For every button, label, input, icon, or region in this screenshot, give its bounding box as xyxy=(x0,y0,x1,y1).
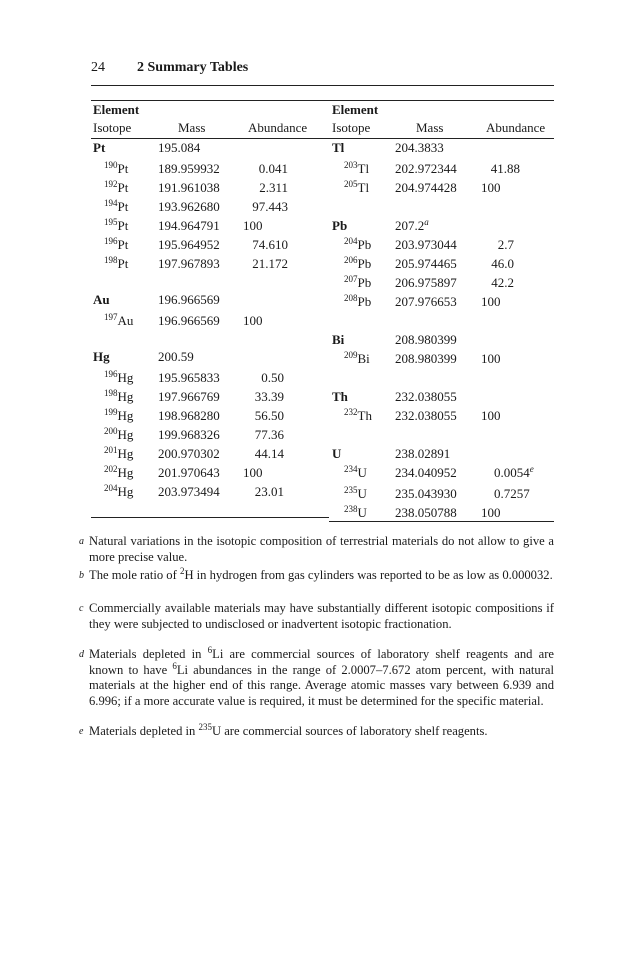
isotope-mass: 197.966769 xyxy=(158,389,220,404)
isotope-abundance: 41.88 xyxy=(490,161,520,176)
isotope-label: $^{235}$U xyxy=(344,485,367,501)
element-symbol: Pb xyxy=(332,218,348,233)
col-abundance-right: Abundance xyxy=(486,120,546,135)
isotope-mass: 199.968326 xyxy=(158,427,220,442)
isotope-label: $^{206}$Pb xyxy=(344,255,372,271)
isotope-abundance: 100 xyxy=(481,505,501,520)
isotope-mass: 207.976653 xyxy=(395,294,457,309)
isotope-label: $^{198}$Pt xyxy=(104,255,129,271)
isotope-abundance: 0.041 xyxy=(258,161,288,176)
isotope-mass: 200.970302 xyxy=(158,446,220,461)
page-number: 24 xyxy=(91,60,105,75)
isotope-abundance: 100 xyxy=(481,351,501,366)
isotope-abundance: 33.39 xyxy=(254,389,284,404)
isotope-abundance: 42.2 xyxy=(491,275,514,290)
isotope-label: $^{200}$Hg xyxy=(104,426,134,442)
chapter-title: 2 Summary Tables xyxy=(137,60,249,75)
isotope-abundance: 100 xyxy=(243,218,263,233)
col-isotope-right: Isotope xyxy=(332,120,371,135)
element-mass: 195.084 xyxy=(158,140,201,155)
isotope-abundance: 100 xyxy=(481,408,501,423)
isotope-mass: 195.965833 xyxy=(158,370,220,385)
isotope-mass: 206.975897 xyxy=(395,275,457,290)
isotope-mass: 197.967893 xyxy=(158,256,220,271)
isotope-mass: 196.966569 xyxy=(158,313,220,328)
isotope-mass: 195.964952 xyxy=(158,237,220,252)
isotope-mass: 201.970643 xyxy=(158,465,220,480)
isotope-mass: 203.973044 xyxy=(395,237,457,252)
element-mass: 207.2$^a$ xyxy=(395,217,429,233)
isotope-label: $^{199}$Hg xyxy=(104,407,134,423)
element-mass: 238.02891 xyxy=(395,446,451,461)
isotope-mass: 193.962680 xyxy=(158,199,220,214)
header-rule xyxy=(91,85,554,86)
isotope-abundance: 100 xyxy=(243,313,263,328)
isotope-abundance: 0.50 xyxy=(261,370,284,385)
isotope-label: $^{232}$Th xyxy=(344,407,372,423)
table-bottom-rule-left xyxy=(91,517,329,518)
isotope-abundance: 77.36 xyxy=(254,427,284,442)
isotope-abundance: 100 xyxy=(481,294,501,309)
isotope-abundance: 23.01 xyxy=(254,484,284,499)
element-symbol: Tl xyxy=(332,140,345,155)
isotope-mass: 202.972344 xyxy=(395,161,457,176)
isotope-abundance: 100 xyxy=(243,465,263,480)
isotope-label: $^{208}$Pb xyxy=(344,293,372,309)
col-element-right: Element xyxy=(332,102,379,117)
isotope-abundance: 2.311 xyxy=(259,180,288,195)
isotope-label: $^{238}$U xyxy=(344,504,367,520)
element-symbol: Au xyxy=(93,292,110,307)
isotope-label: $^{209}$Bi xyxy=(344,350,370,366)
isotope-label: $^{198}$Hg xyxy=(104,388,134,404)
element-mass: 208.980399 xyxy=(395,332,457,347)
col-mass-right: Mass xyxy=(416,120,444,135)
isotope-abundance: 100 xyxy=(481,180,501,195)
isotope-label: $^{196}$Hg xyxy=(104,369,134,385)
isotope-label: $^{195}$Pt xyxy=(104,217,129,233)
element-mass: 200.59 xyxy=(158,349,194,364)
isotope-mass: 235.043930 xyxy=(395,486,457,501)
col-isotope-left: Isotope xyxy=(93,120,132,135)
isotope-abundance: 0.0054e xyxy=(494,464,534,480)
element-symbol: Hg xyxy=(93,349,110,364)
isotope-mass: 191.961038 xyxy=(158,180,220,195)
col-abundance-left: Abundance xyxy=(248,120,308,135)
table-bottom-rule-right xyxy=(329,521,554,522)
isotope-abundance: 2.7 xyxy=(497,237,514,252)
table-header-rule xyxy=(91,138,554,139)
isotope-label: $^{204}$Pb xyxy=(344,236,372,252)
isotope-mass: 238.050788 xyxy=(395,505,457,520)
isotope-label: $^{207}$Pb xyxy=(344,274,372,290)
isotope-mass: 208.980399 xyxy=(395,351,457,366)
isotope-label: $^{196}$Pt xyxy=(104,236,129,252)
isotope-mass: 205.974465 xyxy=(395,256,457,271)
isotope-abundance: 74.610 xyxy=(252,237,288,252)
isotope-label: $^{197}$Au xyxy=(104,312,134,328)
isotope-label: $^{204}$Hg xyxy=(104,483,134,499)
element-mass: 204.3833 xyxy=(395,140,444,155)
isotope-abundance: 0.7257 xyxy=(494,486,530,501)
isotope-abundance: 46.0 xyxy=(491,256,514,271)
element-symbol: Th xyxy=(332,389,348,404)
element-symbol: Pt xyxy=(93,140,106,155)
isotope-label: $^{203}$Tl xyxy=(344,160,370,176)
isotope-label: $^{234}$U xyxy=(344,464,367,480)
isotope-label: $^{194}$Pt xyxy=(104,198,129,214)
isotope-label: $^{201}$Hg xyxy=(104,445,134,461)
element-mass: 232.038055 xyxy=(395,389,457,404)
isotope-mass: 194.964791 xyxy=(158,218,220,233)
element-symbol: Bi xyxy=(332,332,345,347)
col-element-left: Element xyxy=(93,102,140,117)
isotope-mass: 234.040952 xyxy=(395,465,457,480)
isotope-label: $^{190}$Pt xyxy=(104,160,129,176)
isotope-mass: 203.973494 xyxy=(158,484,220,499)
isotope-mass: 198.968280 xyxy=(158,408,220,423)
element-symbol: U xyxy=(332,446,342,461)
isotope-mass: 232.038055 xyxy=(395,408,457,423)
isotope-abundance: 44.14 xyxy=(254,446,284,461)
isotope-mass: 189.959932 xyxy=(158,161,220,176)
isotope-abundance: 56.50 xyxy=(254,408,284,423)
element-mass: 196.966569 xyxy=(158,292,220,307)
isotope-abundance: 97.443 xyxy=(252,199,288,214)
isotope-label: $^{205}$Tl xyxy=(344,179,370,195)
table-top-rule xyxy=(91,100,554,101)
isotope-mass: 204.974428 xyxy=(395,180,457,195)
running-header xyxy=(91,60,554,76)
isotope-label: $^{192}$Pt xyxy=(104,179,129,195)
col-mass-left: Mass xyxy=(178,120,206,135)
isotope-label: $^{202}$Hg xyxy=(104,464,134,480)
isotope-abundance: 21.172 xyxy=(252,256,288,271)
